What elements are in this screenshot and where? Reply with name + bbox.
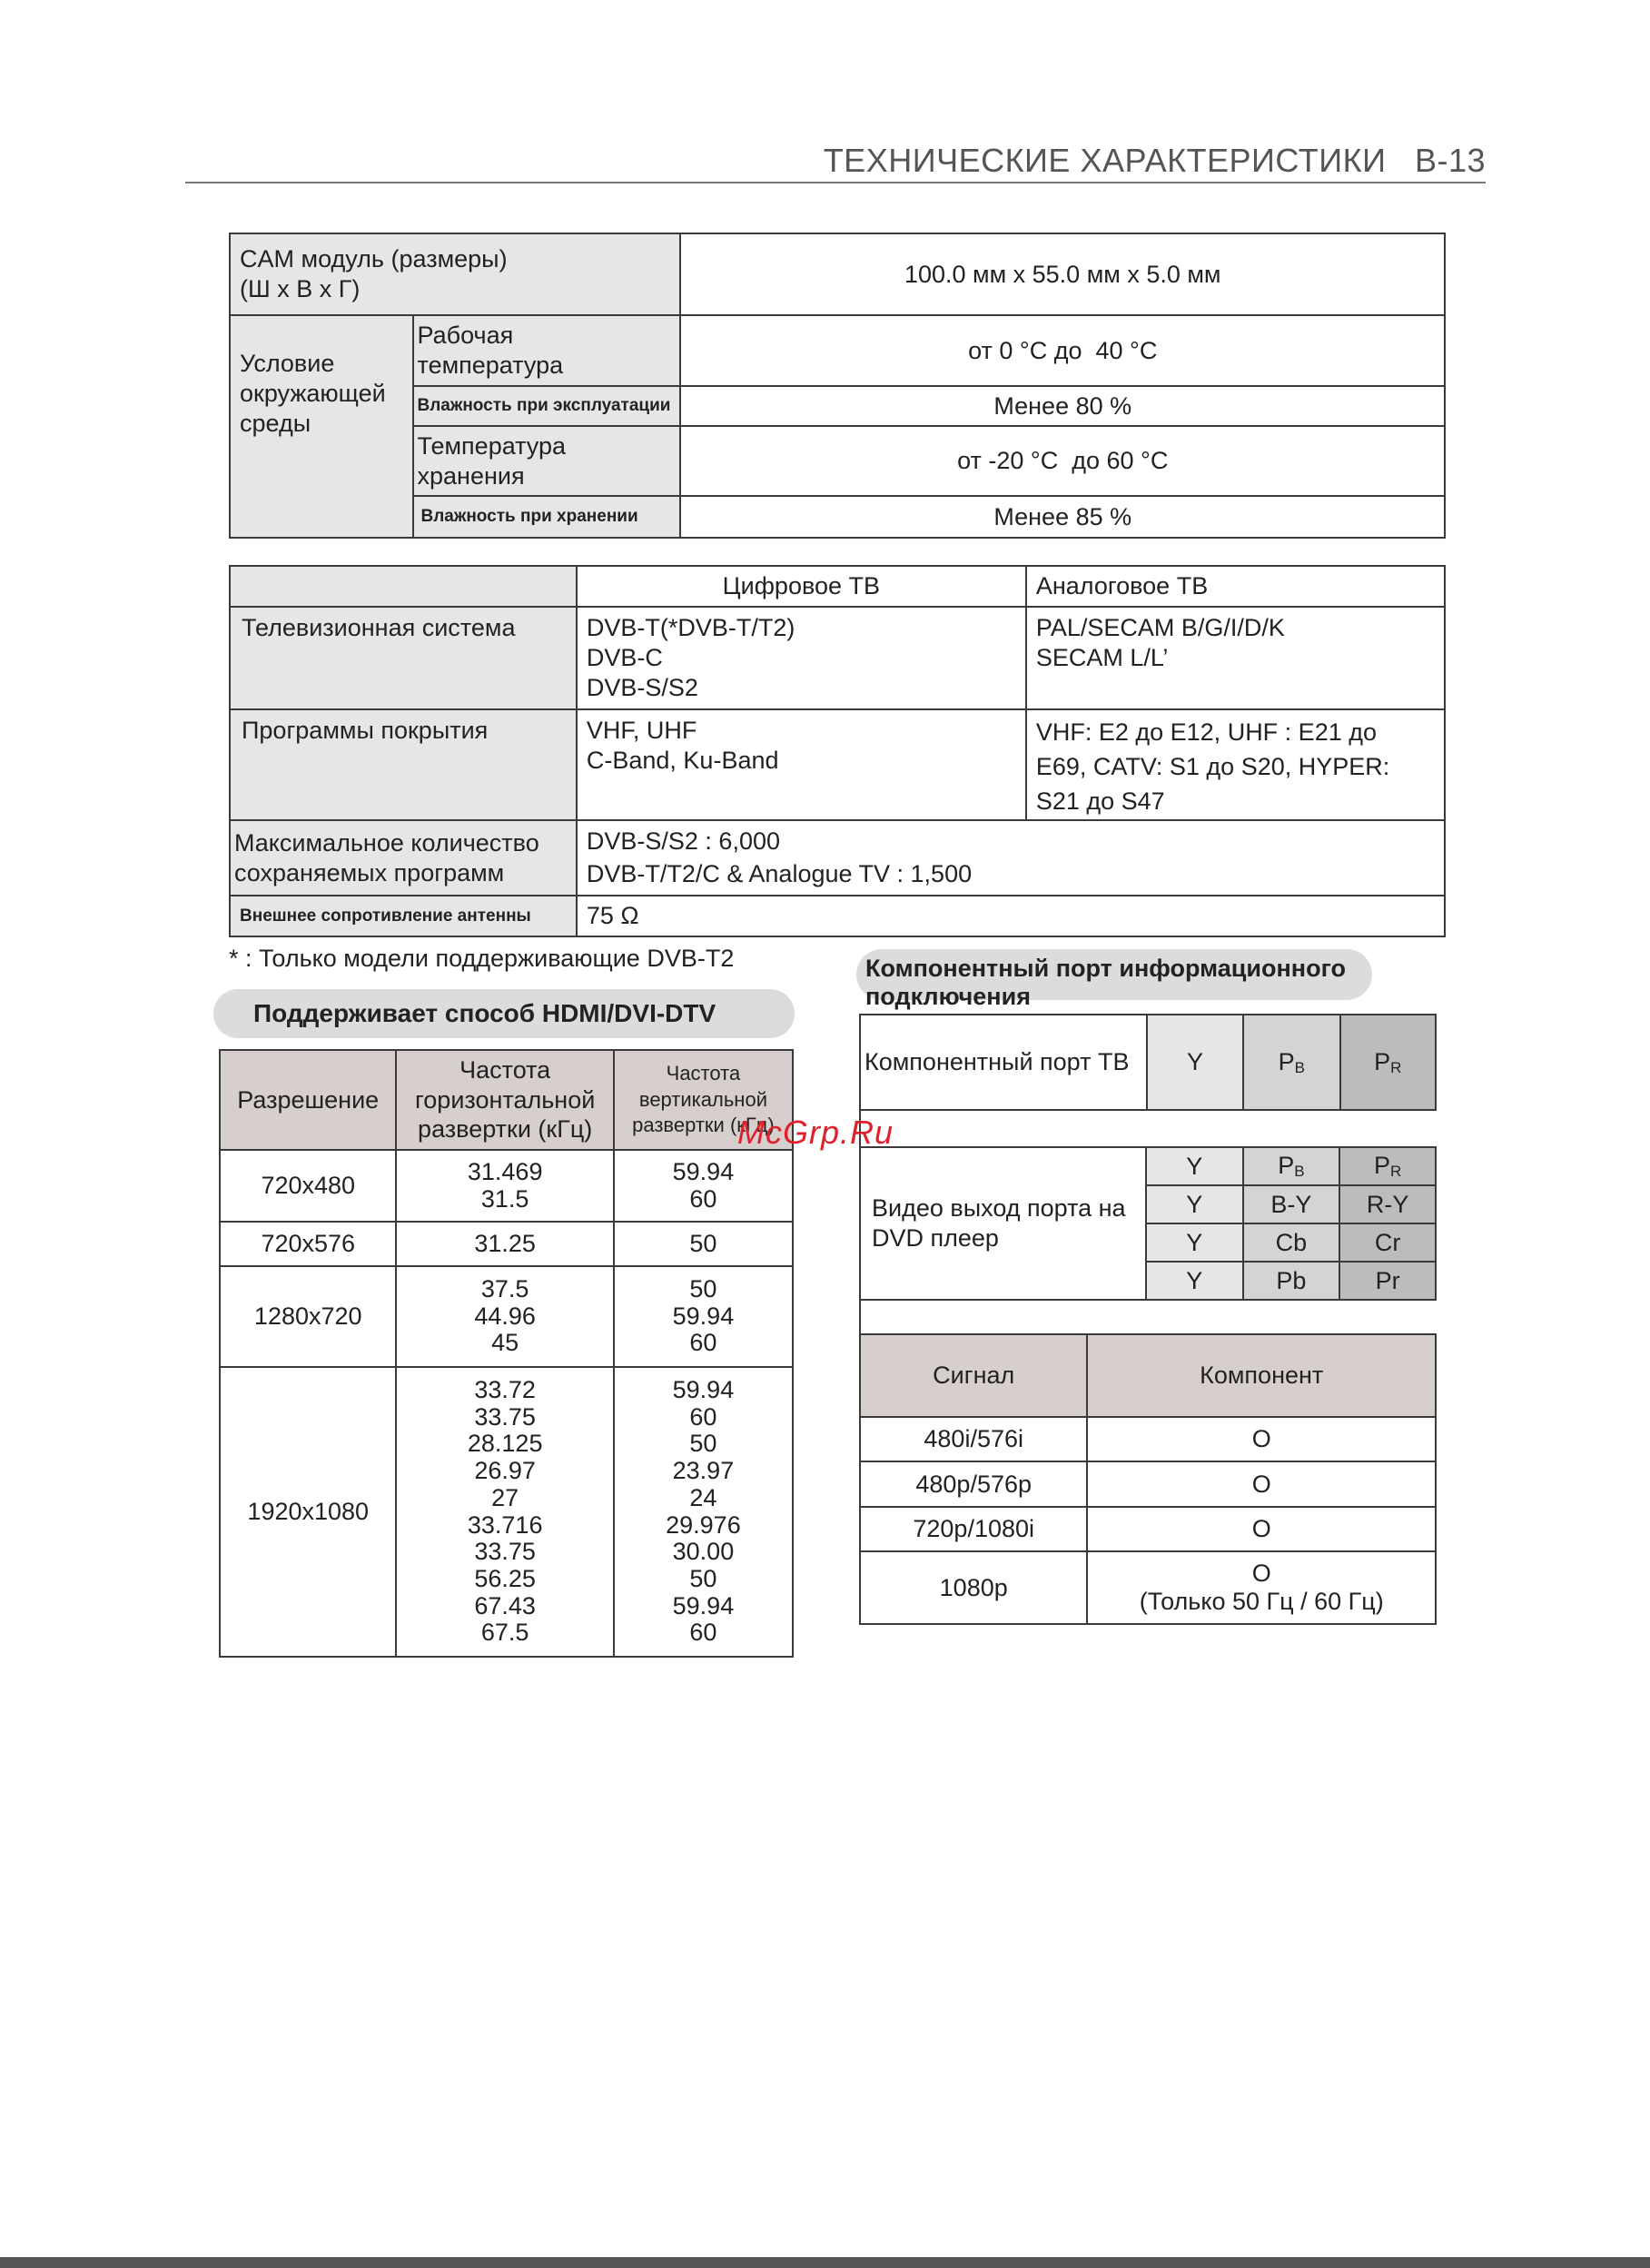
ant-value: 75 Ω xyxy=(577,896,1445,936)
hdmi-h: 33.72 33.75 28.125 26.97 27 33.716 33.75 56.25 67.43 67.5 xyxy=(396,1367,613,1657)
cam-value: 100.0 мм x 55.0 мм x 5.0 мм xyxy=(680,233,1445,315)
st-temp-value: от -20 °C до 60 °C xyxy=(680,426,1445,496)
watermark: McGrp.Ru xyxy=(737,1114,894,1151)
dvd-pr: $P_R$ xyxy=(1339,1147,1436,1185)
signal-header: Сигнал xyxy=(860,1334,1087,1417)
component-spacer xyxy=(859,1299,861,1335)
component-section-title: Компонентный порт информационного подключения xyxy=(856,949,1372,1000)
hdmi-res: 720x480 xyxy=(220,1150,396,1222)
dvd-y: Y xyxy=(1146,1147,1243,1185)
hdmi-v: 59.94 60 xyxy=(614,1150,793,1222)
tv-port-y: Y xyxy=(1147,1015,1243,1110)
op-temp-value: от 0 °C до 40 °C xyxy=(680,315,1445,386)
dvd-output-table xyxy=(859,1146,1437,1301)
dvd-pb: Cb xyxy=(1243,1223,1340,1262)
dvd-pb: $P_B$ xyxy=(1243,1147,1340,1185)
dvd-pr: Cr xyxy=(1339,1223,1436,1262)
op-hum-label: Влажность при эксплуатации xyxy=(413,386,681,426)
dvd-y: Y xyxy=(1146,1185,1243,1223)
hdmi-h: 31.469 31.5 xyxy=(396,1150,613,1222)
page-title: ТЕХНИЧЕСКИЕ ХАРАКТЕРИСТИКИ B-13 xyxy=(823,142,1486,179)
tv-port-pr: $P_R$ xyxy=(1340,1015,1436,1110)
sys-digital: DVB-T(*DVB-T/T2) DVB-C DVB-S/S2 xyxy=(577,607,1026,709)
cov-label: Программы покрытия xyxy=(230,709,577,820)
hdmi-res: 1920x1080 xyxy=(220,1367,396,1657)
hdmi-v: 50 xyxy=(614,1222,793,1266)
component-tv-table xyxy=(859,1014,1437,1111)
dvd-label: Видео выход порта на DVD плеер xyxy=(860,1147,1146,1300)
bottom-bar xyxy=(0,2257,1650,2268)
tv-table-corner xyxy=(230,566,577,607)
signal-cell: 480i/576i xyxy=(860,1417,1087,1461)
hdmi-res: 1280x720 xyxy=(220,1266,396,1367)
dvd-pr: R-Y xyxy=(1339,1185,1436,1223)
hdmi-header-v: Частота вертикальной развертки (кГц) xyxy=(614,1050,793,1150)
st-temp-label: Температура хранения xyxy=(413,426,681,496)
cov-analog: VHF: E2 до E12, UHF : E21 до E69, CATV: S1 до S20, HYPER: S21 до S47 xyxy=(1026,709,1445,820)
dvd-pb: B-Y xyxy=(1243,1185,1340,1223)
component-cell: O xyxy=(1087,1461,1436,1507)
st-hum-label: Влажность при хранении xyxy=(413,496,681,538)
cam-label: CAM модуль (размеры) (Ш x В x Г) xyxy=(230,233,680,315)
op-hum-value: Менее 80 % xyxy=(680,386,1445,426)
hdmi-header-h: Частота горизонтальной развертки (кГц) xyxy=(396,1050,613,1150)
component-header: Компонент xyxy=(1087,1334,1436,1417)
hdmi-table xyxy=(219,1049,794,1658)
hdmi-header-res: Разрешение xyxy=(220,1050,396,1150)
dvd-y: Y xyxy=(1146,1262,1243,1300)
signal-cell: 480p/576p xyxy=(860,1461,1087,1507)
hdmi-h: 31.25 xyxy=(396,1222,613,1266)
footnote: * : Только модели поддерживающие DVB-T2 xyxy=(229,945,735,972)
tv-table xyxy=(229,565,1446,937)
hdmi-v: 59.94 60 50 23.97 24 29.976 30.00 50 59.94 60 xyxy=(614,1367,793,1657)
hdmi-v: 50 59.94 60 xyxy=(614,1266,793,1367)
component-cell: O (Только 50 Гц / 60 Гц) xyxy=(1087,1551,1436,1624)
st-hum-value: Менее 85 % xyxy=(680,496,1445,538)
sys-label: Телевизионная система xyxy=(230,607,577,709)
dvd-pr: Pr xyxy=(1339,1262,1436,1300)
component-cell: O xyxy=(1087,1417,1436,1461)
col-analog: Аналоговое ТВ xyxy=(1026,566,1445,607)
component-cell: O xyxy=(1087,1507,1436,1551)
hdmi-res: 720x576 xyxy=(220,1222,396,1266)
max-value: DVB-S/S2 : 6,000 DVB-T/T2/C & Analogue TV : 1,500 xyxy=(577,820,1445,896)
page-header xyxy=(185,136,1486,183)
ant-label: Внешнее сопротивление антенны xyxy=(230,896,577,936)
op-temp-label: Рабочая температура xyxy=(413,315,681,386)
hdmi-section-title: Поддерживает способ HDMI/DVI-DTV xyxy=(213,989,795,1038)
env-label: Условие окружающей среды xyxy=(230,315,413,538)
max-label: Максимальное количество сохраняемых программ xyxy=(230,820,577,896)
cov-digital: VHF, UHF C-Band, Ku-Band xyxy=(577,709,1026,820)
signal-table xyxy=(859,1333,1437,1625)
hdmi-h: 37.5 44.96 45 xyxy=(396,1266,613,1367)
signal-cell: 720p/1080i xyxy=(860,1507,1087,1551)
signal-cell: 1080p xyxy=(860,1551,1087,1624)
dvd-y: Y xyxy=(1146,1223,1243,1262)
spec-table xyxy=(229,233,1446,539)
dvd-pb: Pb xyxy=(1243,1262,1340,1300)
tv-port-label: Компонентный порт ТВ xyxy=(860,1015,1147,1110)
col-digital: Цифровое ТВ xyxy=(577,566,1026,607)
sys-analog: PAL/SECAM B/G/I/D/K SECAM L/L’ xyxy=(1026,607,1445,709)
tv-port-pb: $P_B$ xyxy=(1243,1015,1339,1110)
